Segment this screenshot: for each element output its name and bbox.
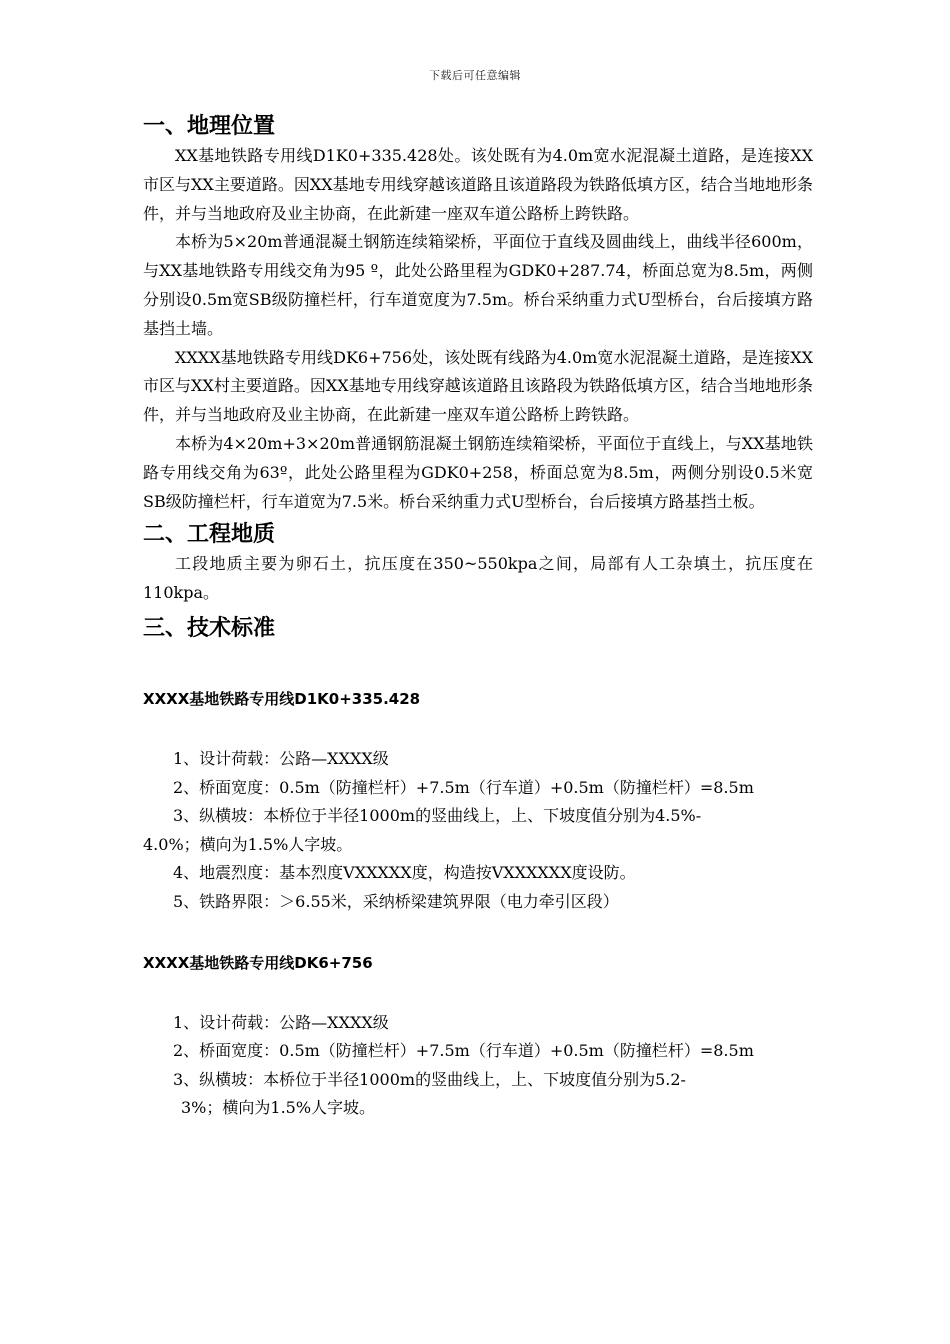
- section-title-standards: 三、技术标准: [143, 615, 276, 641]
- paragraph: 本桥为5×20m普通混凝土钢筋连续箱梁桥，平面位于直线及圆曲线上，曲线半径600m，与XX基地铁路专用线交角为95 º，此处公路里程为GDK0+287.74，桥面总宽为8.5m，两侧分别设0.5m宽SB级防撞栏杆，行车道宽度为7.5m。桥台采纳重力式U型桥台，台后接填方路基挡土墙。: [143, 232, 813, 338]
- standards-list-1: [143, 745, 813, 917]
- page-header: 下载后可任意编辑: [429, 69, 521, 82]
- list-item-continuation: 4.0%；横向为1.5%人字坡。: [143, 834, 353, 854]
- list-item-continuation: 3%；横向为1.5%人字坡。: [181, 1098, 376, 1118]
- document-body: [143, 112, 813, 1123]
- subsection-title: XXXX基地铁路专用线DK6+756: [143, 953, 373, 972]
- subsection-title: XXXX基地铁路专用线D1K0+335.428: [143, 689, 421, 708]
- list-item: 2、桥面宽度：0.5m（防撞栏杆）+7.5m（行车道）+0.5m（防撞栏杆）=8.5m: [173, 1041, 754, 1061]
- list-item: 5、铁路界限：＞6.55米，采纳桥梁建筑界限（电力牵引区段）: [173, 891, 619, 911]
- list-item: 3、纵横坡：本桥位于半径1000m的竖曲线上，上、下坡度值分别为5.2-: [173, 1069, 686, 1089]
- standards-list-2: [143, 1009, 813, 1123]
- paragraph: XX基地铁路专用线D1K0+335.428处。该处既有为4.0m宽水泥混凝土道路，是连接XX市区与XX主要道路。因XX基地专用线穿越该道路且该道路段为铁路低填方区，结合当地地形条件，并与当地政府及业主协商，在此新建一座双车道公路桥上跨铁路。: [143, 146, 813, 223]
- section-title-geology: 二、工程地质: [143, 522, 276, 548]
- section-title-location: 一、地理位置: [143, 114, 276, 139]
- list-item: 2、桥面宽度：0.5m（防撞栏杆）+7.5m（行车道）+0.5m（防撞栏杆）=8.5m: [173, 777, 754, 797]
- list-item: 1、设计荷载：公路—XXXX级: [173, 1012, 389, 1032]
- paragraph: XXXX基地铁路专用线DK6+756处，该处既有线路为4.0m宽水泥混凝土道路，是连接XX市区与XX村主要道路。因XX基地专用线穿越该道路且该路段为铁路低填方区，结合当地地形条件，并与当地政府及业主协商，在此新建一座双车道公路桥上跨铁路。: [143, 347, 813, 425]
- list-item: 4、地震烈度：基本烈度VXXXXX度，构造按VXXXXXX度设防。: [173, 863, 636, 883]
- paragraph: 本桥为4×20m+3×20m普通钢筋混凝土钢筋连续箱梁桥，平面位于直线上，与XX基地铁路专用线交角为63º，此处公路里程为GDK0+258，桥面总宽为8.5m，两侧分别设0.5米宽SB级防撞栏杆，行车道宽为7.5米。桥台采纳重力式U型桥台，台后接填方路基挡土板。: [143, 433, 813, 511]
- list-item: 3、纵横坡：本桥位于半径1000m的竖曲线上，上、下坡度值分别为4.5%-: [173, 806, 702, 826]
- list-item: 1、设计荷载：公路—XXXX级: [173, 748, 389, 768]
- paragraph: 工段地质主要为卵石土，抗压度在350~550kpa之间，局部有人工杂填土，抗压度在110kpa。: [143, 554, 813, 603]
